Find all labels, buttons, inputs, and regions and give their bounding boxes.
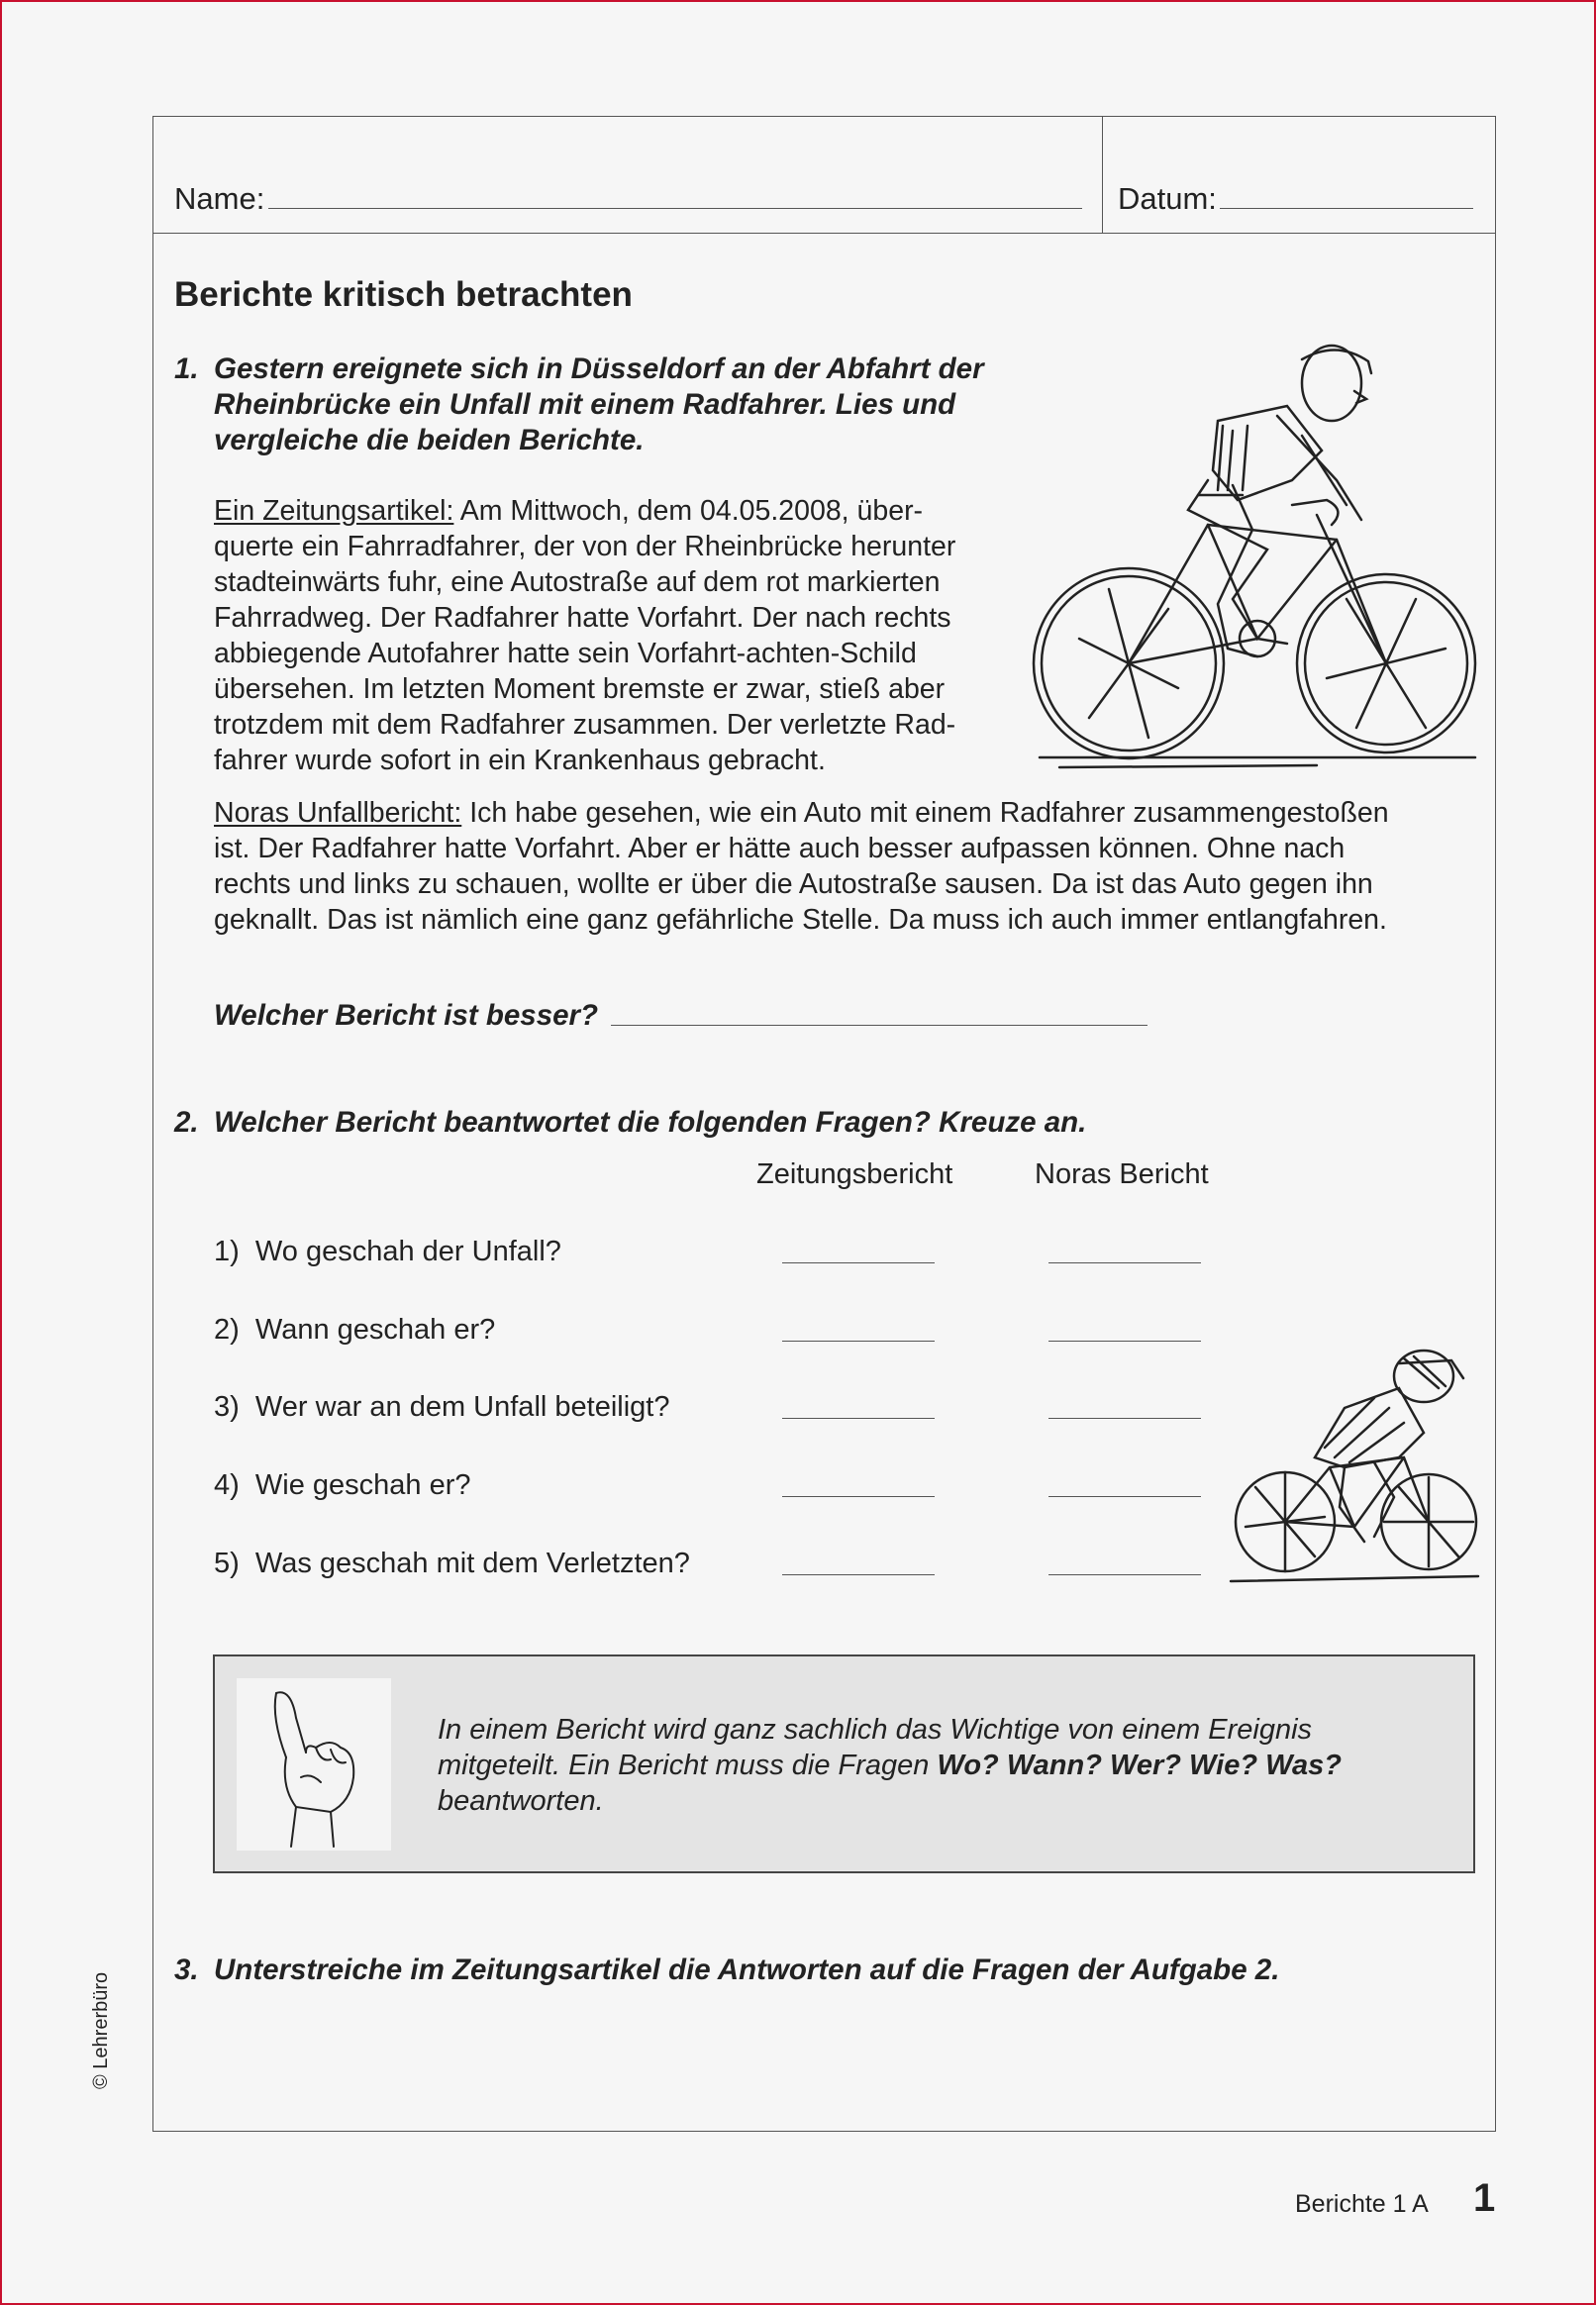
page-number: 1 <box>1473 2176 1496 2220</box>
nora-line: geknallt. Das ist nämlich eine ganz gefährliche Stelle. Da muss ich auch immer entlangfahren. <box>214 904 1387 936</box>
answer-blank-newspaper[interactable] <box>782 1496 935 1497</box>
page-title: Berichte kritisch betrachten <box>174 275 633 314</box>
task2-instruction: Welcher Bericht beantwortet die folgenden Fragen? Kreuze an. <box>214 1106 1087 1139</box>
header-column-divider <box>1102 117 1103 233</box>
question-text: Wer war an dem Unfall beteiligt? <box>254 1391 670 1423</box>
tip-box <box>213 1654 1475 1873</box>
answer-blank-nora[interactable] <box>1048 1496 1201 1497</box>
task3-instruction: Unterstreiche im Zeitungsartikel die Antworten auf die Fragen der Aufgabe 2. <box>214 1954 1280 1986</box>
cyclist-illustration <box>1020 342 1485 772</box>
task1-line: vergleiche die beiden Berichte. <box>214 424 645 456</box>
answer-blank-newspaper[interactable] <box>782 1418 935 1419</box>
question-row <box>214 1548 690 1580</box>
name-label: Name: <box>174 181 265 216</box>
answer-blank-nora[interactable] <box>1048 1418 1201 1419</box>
nora-label: Noras Unfallbericht: <box>214 797 462 829</box>
article-label: Ein Zeitungsartikel: <box>214 495 454 527</box>
article-line: übersehen. Im letzten Moment bremste er zwar, stieß aber <box>214 673 946 705</box>
question-row <box>214 1314 495 1347</box>
question-number: 1) <box>214 1236 240 1267</box>
answer-blank-newspaper[interactable] <box>782 1574 935 1575</box>
question-number: 5) <box>214 1548 240 1579</box>
column-header-nora: Noras Bericht <box>1035 1158 1209 1190</box>
copyright-note: © Lehrerbüro <box>90 1971 112 2089</box>
question-number: 2) <box>214 1314 240 1346</box>
answer-blank-nora[interactable] <box>1048 1341 1201 1342</box>
answer-blank-newspaper[interactable] <box>782 1341 935 1342</box>
question-row <box>214 1469 471 1502</box>
article-line: stadteinwärts fuhr, eine Autostraße auf dem rot markierten <box>214 566 941 598</box>
column-header-newspaper: Zeitungsbericht <box>756 1158 953 1190</box>
question-row <box>214 1236 561 1268</box>
question-number: 3) <box>214 1391 240 1423</box>
article-line: querte ein Fahrradfahrer, der von der Rheinbrücke herunter <box>214 531 956 562</box>
answer-blank-nora[interactable] <box>1048 1574 1201 1575</box>
tip-line <box>438 1748 1428 1783</box>
article-line: Fahrradweg. Der Radfahrer hatte Vorfahrt. Der nach rechts <box>214 602 951 634</box>
answer-blank-newspaper[interactable] <box>782 1262 935 1263</box>
article-line: abbiegende Autofahrer hatte sein Vorfahrt-achten-Schild <box>214 638 917 669</box>
small-cyclist-illustration <box>1226 1339 1485 1586</box>
article-line: Am Mittwoch, dem 04.05.2008, über- <box>459 495 924 527</box>
question-row <box>214 1391 669 1424</box>
task1-line: Gestern ereignete sich in Düsseldorf an der Abfahrt der <box>214 352 984 385</box>
better-report-answer-field[interactable] <box>611 1025 1147 1026</box>
date-field[interactable] <box>1220 208 1473 209</box>
header-divider <box>153 233 1495 234</box>
article-line: fahrer wurde sofort in ein Krankenhaus gebracht. <box>214 745 826 776</box>
newspaper-article <box>214 493 1006 778</box>
tip-questions: Wo? Wann? Wer? Wie? Was? <box>937 1750 1342 1781</box>
task1-instruction <box>214 351 1065 458</box>
nora-report <box>214 795 1481 938</box>
footer-label: Berichte 1 A <box>1295 2190 1429 2218</box>
task2-number: 2. <box>174 1106 199 1139</box>
task1-line: Rheinbrücke ein Unfall mit einem Radfahrer. Lies und <box>214 388 956 421</box>
article-line: trotzdem mit dem Radfahrer zusammen. Der verletzte Rad- <box>214 709 956 741</box>
task1-number: 1. <box>174 352 199 385</box>
pointing-hand-icon <box>237 1678 391 1851</box>
nora-line: rechts und links zu schauen, wollte er über die Autostraße sausen. Da ist das Auto gegen ihn <box>214 868 1373 900</box>
answer-blank-nora[interactable] <box>1048 1262 1201 1263</box>
question-text: Wann geschah er? <box>254 1314 496 1346</box>
task3-number: 3. <box>174 1954 199 1986</box>
question-text: Wo geschah der Unfall? <box>254 1236 561 1267</box>
question-text: Wie geschah er? <box>254 1469 471 1501</box>
better-report-question: Welcher Bericht ist besser? <box>214 999 599 1032</box>
nora-line: ist. Der Radfahrer hatte Vorfahrt. Aber er hätte auch besser aufpassen können. Ohne nach <box>214 833 1346 864</box>
tip-line-text: mitgeteilt. Ein Bericht muss die Fragen <box>438 1750 938 1781</box>
tip-image <box>237 1678 391 1851</box>
tip-line: In einem Bericht wird ganz sachlich das Wichtige von einem Ereignis <box>438 1714 1313 1746</box>
date-label: Datum: <box>1118 181 1217 216</box>
question-text: Was geschah mit dem Verletzten? <box>254 1548 690 1579</box>
question-number: 4) <box>214 1469 240 1501</box>
nora-line: Ich habe gesehen, wie ein Auto mit einem Radfahrer zusammengestoßen <box>469 797 1389 829</box>
name-field[interactable] <box>268 208 1082 209</box>
tip-text <box>438 1712 1428 1819</box>
tip-line: beantworten. <box>438 1785 604 1817</box>
